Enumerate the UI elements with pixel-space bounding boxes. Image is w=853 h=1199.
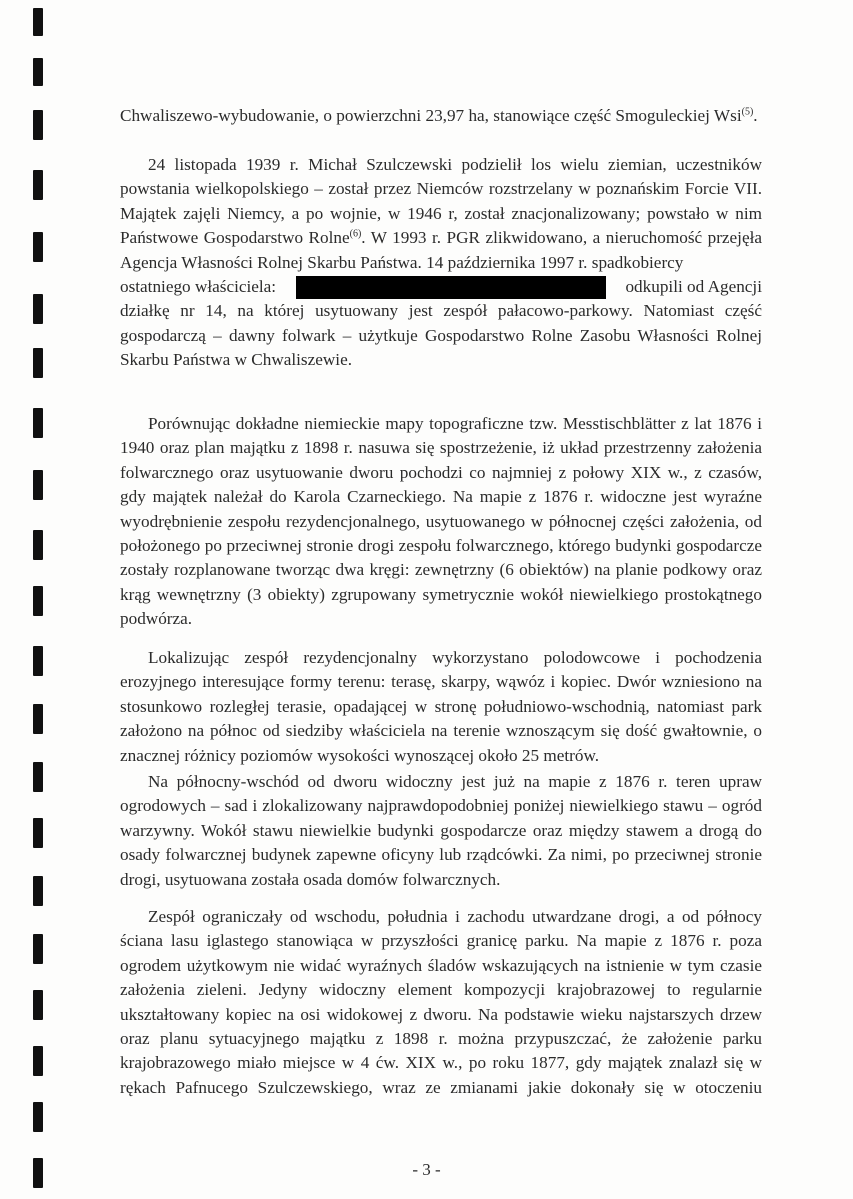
paragraph-6 bbox=[120, 905, 762, 1100]
paragraph-2-part-1: 24 listopada 1939 r. Michał Szulczewski podzielił los wielu ziemian, uczestników powstania wielkopolskiego – został przez Niemców rozstrzelany w poznańskim Forcie VII. Majątek zajęli Niemcy, a po wojnie, w 1946 r, został znacjonalizowany; powstało w nim Państwowe Gospodarstwo Rolne bbox=[120, 155, 762, 248]
binding-mark bbox=[33, 1046, 43, 1076]
footnote-ref-5: (5) bbox=[741, 106, 754, 118]
paragraph-4 bbox=[120, 646, 762, 768]
paragraph-6-text: Zespół ograniczały od wschodu, południa i zachodu utwardzane drogi, a od północy ściana lasu iglastego stanowiąca w przyszłości granicę parku. Na mapie z 1876 r. poza ogrodem użytkowym nie widać wyraźnych śladów wskazujących na istnienie w tym czasie założenia zieleni. Jedyny widoczny element kompozycji krajobrazowej to regularnie ukształtowany kopiec na osi widokowej z dworu. Na podstawie wieku najstarszych drzew oraz planu sytuacyjnego majątku z 1898 r. można przypuszczać, że założenie parku krajobrazowego miało miejsce w 4 ćw. XIX w., po roku 1877, gdy majątek znalazł się w rękach Pafnucego Szulczewskiego, wraz ze zmianami jakie dokonały się w otoczeniu bbox=[120, 907, 762, 1097]
paragraph-1-text: Chwaliszewo-wybudowanie, o powierzchni 23,97 ha, stanowiące część Smoguleckiej Wsi bbox=[120, 106, 742, 125]
paragraph-2-part-3: działkę nr 14, na której usytuowany jest zespół pałacowo-parkowy. Natomiast część gospodarczą – dawny folwark – użytkuje Gospodarstwo Rolne Zasobu Własności Rolnej Skarbu Państwa w Chwaliszewie. bbox=[120, 301, 762, 370]
paragraph-4-text: Lokalizując zespół rezydencjonalny wykorzystano polodowcowe i pochodzenia erozyjnego interesujące formy terenu: terasę, skarpy, wąwóz i kopiec. Dwór wzniesiono na stosunkowo rozległej terasie, opadającej w stronę południowo-wschodnią, natomiast park założono na północ od siedziby właściciela na terenie wznoszącym się dość gwałtownie, o znacznej różnicy poziomów wysokości wynoszącej około 25 metrów. bbox=[120, 648, 762, 765]
binding-mark bbox=[33, 170, 43, 200]
binding-mark bbox=[33, 990, 43, 1020]
paragraph-2-part-2: . W 1993 r. PGR zlikwidowano, a nieruchomość przejęła Agencja Własności Rolnej Skarbu Państwa. 14 października 1997 r. spadkobiercy bbox=[120, 228, 762, 272]
paragraph-2 bbox=[120, 153, 762, 373]
paragraph-3 bbox=[120, 412, 762, 632]
binding-mark bbox=[33, 8, 43, 36]
binding-mark bbox=[33, 646, 43, 676]
binding-mark bbox=[33, 704, 43, 734]
binding-mark bbox=[33, 408, 43, 438]
paragraph-1 bbox=[120, 104, 762, 128]
paragraph-5 bbox=[120, 770, 762, 892]
paragraph-5-text: Na północny-wschód od dworu widoczny jest już na mapie z 1876 r. teren upraw ogrodowych – sad i zlokalizowany najprawdopodobniej poniżej niewielkiego stawu – ogród warzywny. Wokół stawu niewielkie budynki gospodarcze oraz między stawem a drogą do osady folwarcznej budynek zapewne oficyny lub rządcówki. Za nimi, po przeciwnej stronie drogi, usytuowana została osada domów folwarcznych. bbox=[120, 772, 762, 889]
redacted-line bbox=[120, 275, 762, 299]
redaction-bar bbox=[296, 276, 606, 299]
redacted-line-left: ostatniego właściciela: bbox=[120, 277, 277, 297]
paragraph-1-end: . bbox=[753, 106, 758, 125]
binding-mark bbox=[33, 58, 43, 86]
redacted-line-right: odkupili od Agencji bbox=[625, 277, 762, 297]
binding-mark bbox=[33, 294, 43, 324]
binding-mark bbox=[33, 348, 43, 378]
binding-mark bbox=[33, 530, 43, 560]
binding-mark bbox=[33, 586, 43, 616]
paragraph-3-text: Porównując dokładne niemieckie mapy topograficzne tzw. Messtischblätter z lat 1876 i 1940 oraz plan majątku z 1898 r. nasuwa się spostrzeżenie, iż układ przestrzenny założenia folwarcznego oraz usytuowanie dworu pochodzi co najmniej z połowy XIX w., z czasów, gdy majątek należał do Karola Czarneckiego. Na mapie z 1876 r. widoczne jest wyraźne wyodrębnienie zespołu rezydencjonalnego, usytuowanego w północnej części założenia, od położonego po przeciwnej stronie drogi zespołu folwarcznego, którego budynki gospodarcze zostały rozplanowane tworząc dwa kręgi: zewnętrzny (6 obiektów) na planie podkowy oraz krąg wewnętrzny (3 obiekty) zgrupowany symetrycznie wokół niewielkiego prostokątnego podwórza. bbox=[120, 414, 762, 629]
binding-mark bbox=[33, 876, 43, 906]
binding-marks bbox=[0, 0, 40, 1199]
binding-mark bbox=[33, 470, 43, 500]
binding-mark bbox=[33, 110, 43, 140]
binding-mark bbox=[33, 934, 43, 964]
binding-mark bbox=[33, 762, 43, 792]
binding-mark bbox=[33, 232, 43, 262]
page-number: - 3 - bbox=[412, 1160, 441, 1179]
binding-mark bbox=[33, 818, 43, 848]
footnote-ref-6: (6) bbox=[349, 228, 362, 240]
binding-mark bbox=[33, 1102, 43, 1132]
